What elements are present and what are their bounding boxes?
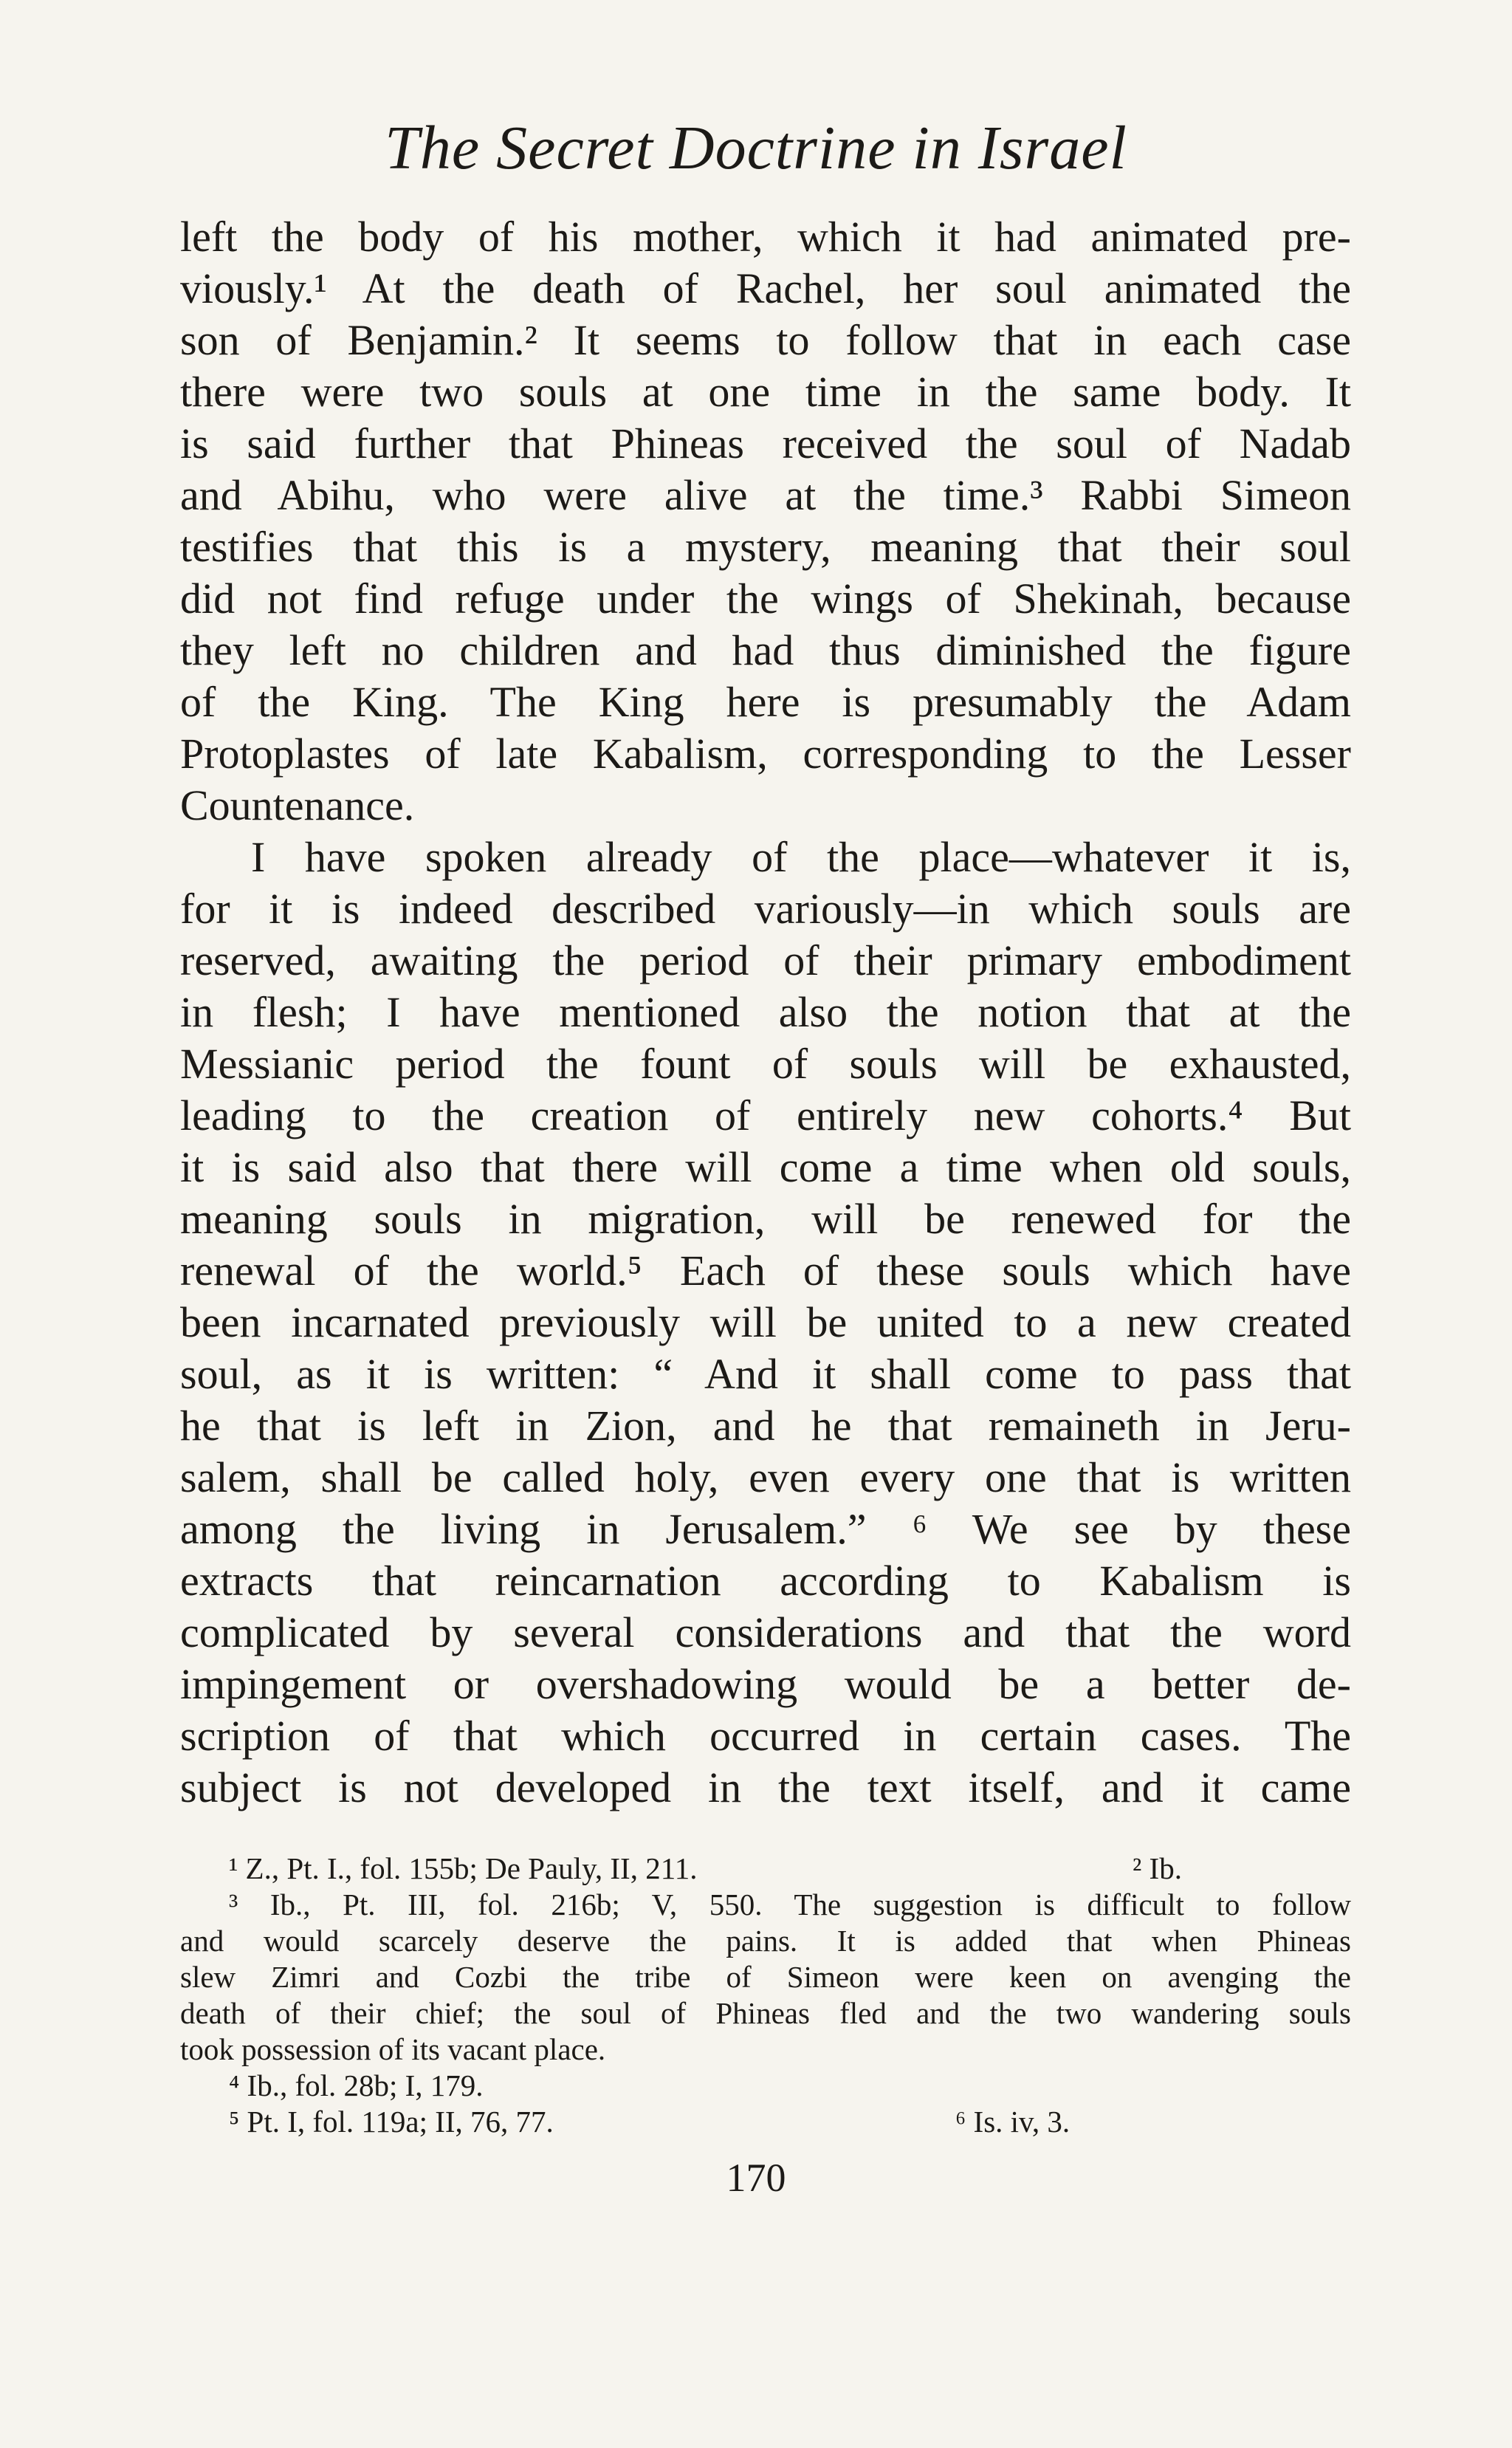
text-line: Countenance. — [180, 781, 415, 829]
page-number: 170 — [726, 2156, 786, 2200]
footnote-line — [180, 1851, 1351, 1887]
footnote-3: ³ Ib., Pt. III, fol. 216b; V, 550. The suggestion is difficult to follow — [229, 1888, 1351, 1921]
text-line: in flesh; I have mentioned also the notion that at the — [180, 988, 1351, 1036]
footnote-3-continued: death of their chief; the soul of Phineas fled and the two wandering souls — [180, 1996, 1351, 2030]
text-line: meaning souls in migration, will be renewed for the — [180, 1195, 1351, 1243]
text-line: he that is left in Zion, and he that remaineth in Jeru- — [180, 1402, 1351, 1450]
footnote-1: ¹ Z., Pt. I., fol. 155b; De Pauly, II, 211. — [229, 1851, 698, 1885]
text-line: subject is not developed in the text itself, and it came — [180, 1763, 1351, 1811]
text-line: they left no children and had thus diminished the figure — [180, 626, 1351, 674]
footnote-3-continued: and would scarcely deserve the pains. It is added that when Phineas — [180, 1924, 1351, 1958]
footnote-4: ⁴ Ib., fol. 28b; I, 179. — [229, 2068, 484, 2102]
text-line: for it is indeed described variously—in which souls are — [180, 885, 1351, 933]
text-line: Messianic period the fount of souls will be exhausted, — [180, 1040, 1351, 1088]
text-line: testifies that this is a mystery, meaning that their soul — [180, 523, 1351, 571]
footnotes — [180, 1851, 1351, 2140]
footnote-6: ⁶ Is. iv, 3. — [955, 2105, 1071, 2139]
text-line: it is said also that there will come a time when old souls, — [180, 1143, 1351, 1191]
text-line: scription of that which occurred in certain cases. The — [180, 1712, 1351, 1760]
text-line: soul, as it is written: “ And it shall come to pass that — [180, 1350, 1351, 1398]
text-line: is said further that Phineas received the soul of Nadab — [180, 419, 1351, 467]
running-header: The Secret Doctrine in Israel — [385, 114, 1127, 182]
text-line: of the King. The King here is presumably the Adam — [180, 678, 1351, 726]
text-line: reserved, awaiting the period of their primary embodiment — [180, 936, 1351, 984]
footnote-3-continued: took possession of its vacant place. — [180, 2032, 606, 2066]
text-line: been incarnated previously will be united to a new created — [180, 1298, 1351, 1346]
text-line: renewal of the world.⁵ Each of these souls which have — [180, 1247, 1351, 1295]
text-line: left the body of his mother, which it had animated pre- — [180, 213, 1351, 261]
text-line: among the living in Jerusalem.” ⁶ We see by these — [180, 1505, 1351, 1553]
text-line: leading to the creation of entirely new cohorts.⁴ But — [180, 1091, 1351, 1139]
footnote-5: ⁵ Pt. I, fol. 119a; II, 76, 77. — [229, 2105, 554, 2139]
text-line: viously.¹ At the death of Rachel, her soul animated the — [180, 264, 1351, 312]
body-text — [180, 211, 1351, 1814]
text-line: complicated by several considerations and that the word — [180, 1608, 1351, 1656]
text-line: extracts that reincarnation according to Kabalism is — [180, 1557, 1351, 1605]
text-line: salem, shall be called holy, even every one that is written — [180, 1453, 1351, 1501]
text-line: I have spoken already of the place—whatever it is, — [251, 833, 1351, 881]
footnote-3-continued: slew Zimri and Cozbi the tribe of Simeon were keen on avenging the — [180, 1960, 1351, 1994]
text-line: did not find refuge under the wings of Shekinah, because — [180, 575, 1351, 623]
text-line: impingement or overshadowing would be a better de- — [180, 1660, 1351, 1708]
text-line: son of Benjamin.² It seems to follow that in each case — [180, 316, 1351, 364]
footnote-line — [180, 2104, 1351, 2140]
footnote-2: ² Ib. — [1133, 1851, 1182, 1885]
text-line: and Abihu, who were alive at the time.³ Rabbi Simeon — [180, 471, 1351, 519]
text-line: Protoplastes of late Kabalism, corresponding to the Lesser — [180, 730, 1351, 778]
text-line: there were two souls at one time in the same body. It — [180, 368, 1351, 416]
